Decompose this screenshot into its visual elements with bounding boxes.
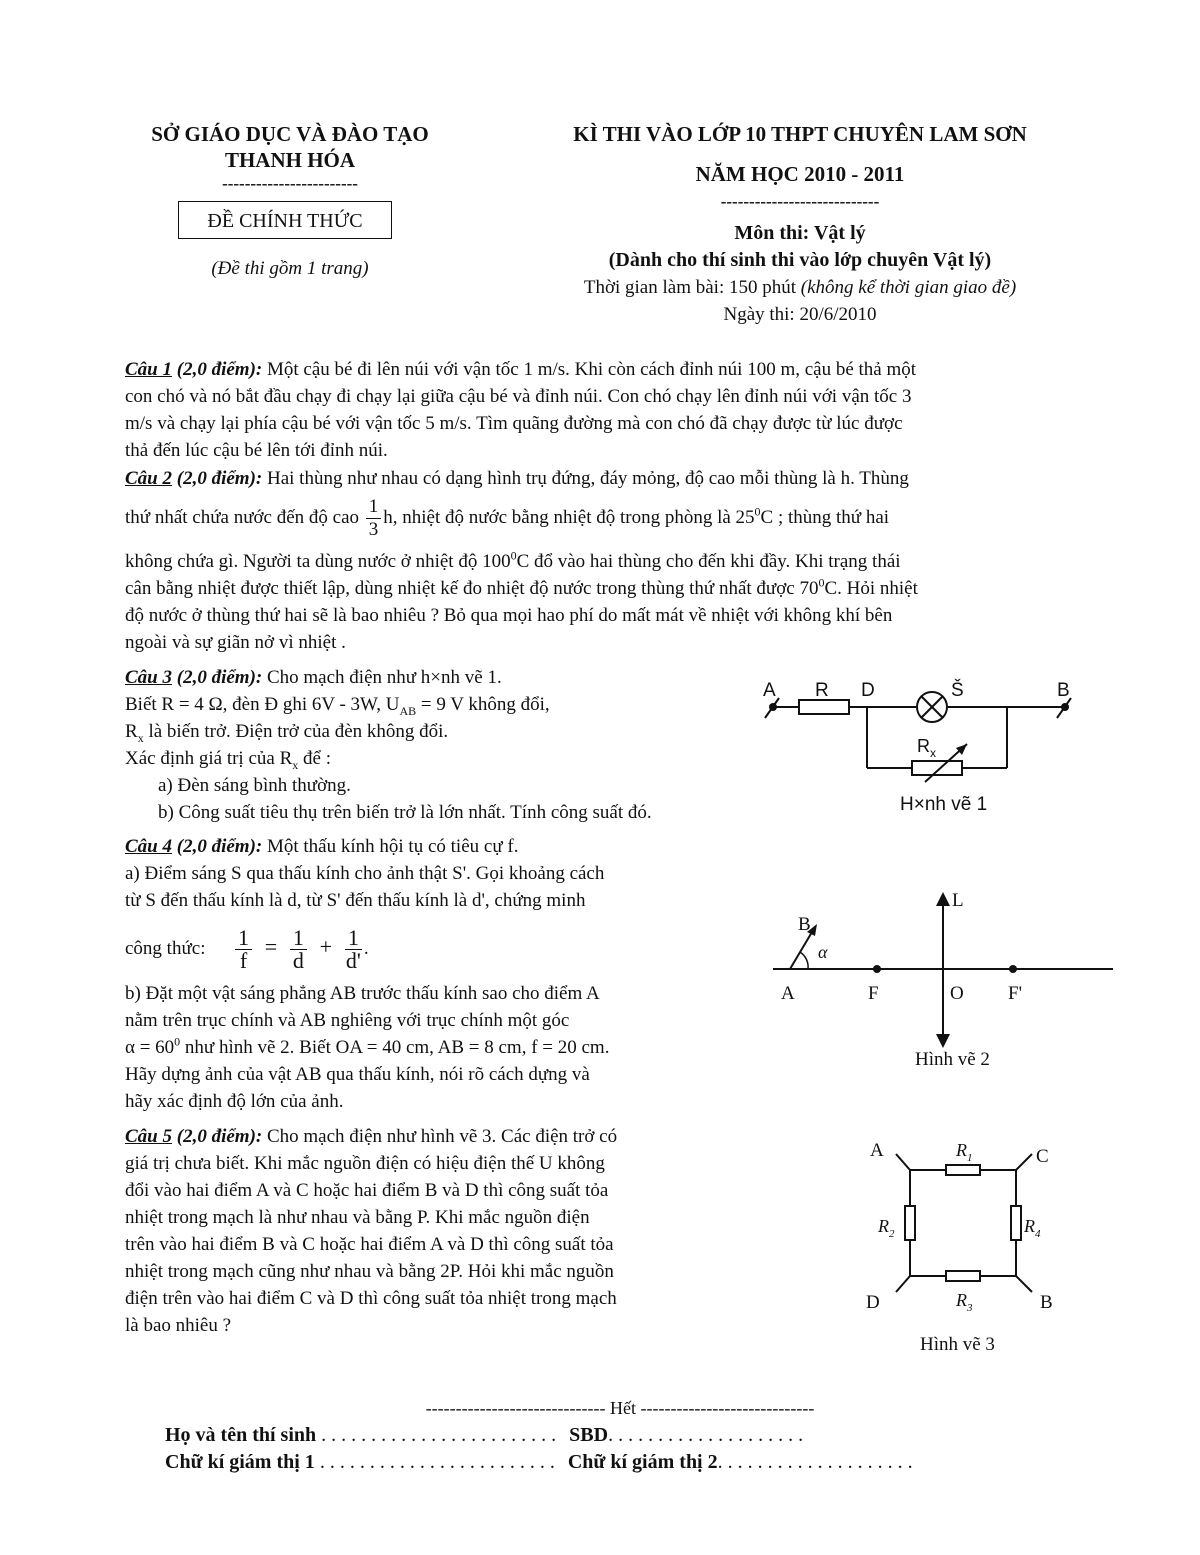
label-r2: $R_2$ xyxy=(878,1216,895,1240)
label-r3: $R_3$ xyxy=(956,1290,973,1314)
label-f: F xyxy=(868,983,879,1004)
question-5-label: Câu 5 (2,0 điểm): xyxy=(125,1126,263,1147)
label-c: C xyxy=(1036,1146,1049,1167)
label-alpha: α xyxy=(818,942,828,962)
label-l: L xyxy=(952,890,964,911)
question-4: Câu 4 (2,0 điểm): Một thấu kính hội tụ có tiêu cự f. a) Điểm sáng S qua thấu kính cho ảnh thật S'. Gọi khoảng cách từ S đến thấu kính là d, từ S' đến thấu kính là d', chứng minh công thức: $\frac{1}{f}$ = $\frac{1}{d}$ + $\frac{1}{d'}$ . b) Đặt một vật sáng phẳng AB trước thấu kính sao cho điểm A nằm trên trục chính và AB nghiêng với trục chính một góc $\alpha = 60^0$ như hình vẽ 2. Biết OA = 40 cm, AB = 8 cm, f = 20 cm. Hãy dựng ảnh của vật AB qua thấu kính, nói rõ cách dựng và hãy xác định độ lớn của ảnh. xyxy=(125,833,765,1115)
focal-point-f xyxy=(873,965,881,973)
label-lamp: Š xyxy=(951,680,964,701)
supervisor-1-field: . . . . . . . . . . . . . . . . . . . . . . . . xyxy=(314,1451,555,1473)
lens-arrow-down-icon xyxy=(936,1034,950,1048)
label-b: B xyxy=(798,914,811,935)
figure-2-caption: Hình vẽ 2 xyxy=(915,1049,990,1070)
figure-1-caption: H×nh vẽ 1 xyxy=(900,794,988,815)
label-b: B xyxy=(1040,1292,1053,1313)
question-1-label: Câu 1 (2,0 điểm): xyxy=(125,359,263,380)
label-a: A xyxy=(763,680,776,701)
exam-title: KÌ THI VÀO LỚP 10 THPT CHUYÊN LAM SƠN xyxy=(573,122,1027,146)
lens-formula: công thức: $\frac{1}{f}$ = $\frac{1}{d}$ + $\frac{1}{d'}$ . xyxy=(125,925,369,974)
question-4-label: Câu 4 (2,0 điểm): xyxy=(125,836,263,857)
supervisor-1-label: Chữ kí giám thị 1 xyxy=(165,1451,315,1473)
focal-point-f-prime xyxy=(1009,965,1017,973)
province-name: THANH HÓA xyxy=(224,148,356,172)
label-r4: $R_4$ xyxy=(1024,1216,1041,1240)
exam-date: Ngày thi: 20/6/2010 xyxy=(723,304,877,325)
supervisor-2-label: Chữ kí giám thị 2 xyxy=(567,1451,718,1473)
school-year: NĂM HỌC 2010 - 2011 xyxy=(695,162,905,186)
department-name: SỞ GIÁO DỤC VÀ ĐÀO TẠO xyxy=(151,122,429,146)
signature-row xyxy=(165,1451,913,1474)
label-rx: $R_x$ xyxy=(917,736,936,760)
right-divider: ---------------------------- xyxy=(720,192,880,211)
official-exam-box: ĐỀ CHÍNH THỨC xyxy=(178,201,392,239)
label-a: A xyxy=(781,983,795,1004)
lens-arrow-up-icon xyxy=(936,892,950,906)
resistor-r4 xyxy=(1011,1206,1021,1240)
label-b: B xyxy=(1057,680,1070,701)
resistor-r xyxy=(799,700,849,714)
pages-note: (Đề thi gồm 1 trang) xyxy=(211,258,369,279)
lens-figure-2 xyxy=(765,880,1120,1075)
sbd-label: SBD xyxy=(569,1424,609,1446)
resistor-r2 xyxy=(905,1206,915,1240)
circuit-figure-3 xyxy=(860,1132,1070,1362)
resistor-r3 xyxy=(946,1271,980,1281)
label-d: D xyxy=(866,1292,880,1313)
left-divider: ------------------------ xyxy=(222,174,358,193)
question-3: Câu 3 (2,0 điểm): Cho mạch điện như h×nh vẽ 1. Biết R = 4 Ω, đèn Đ ghi 6V - 3W, $U_{AB} = 9$ V không đổi, $R_x$ là biến trở. Điện trở của đèn không đổi. Xác định giá trị của $R_x$ để : a) Đèn sáng bình thường. b) Công suất tiêu thụ trên biến trở là lớn nhất. Tính công suất đó. xyxy=(125,667,652,823)
candidate-info-row xyxy=(165,1424,803,1447)
question-5: Câu 5 (2,0 điểm): Cho mạch điện như hình vẽ 3. Các điện trở có giá trị chưa biết. Khi mắc nguồn điện có hiệu điện thế U không đổi vào hai điểm A và C hoặc hai điểm B và D thì công suất tỏa nhiệt trong mạch là như nhau và bằng P. Khi mắc nguồn điện trên vào hai điểm B và C hoặc hai điểm A và D thì công suất tỏa nhiệt trong mạch cũng như nhau và bằng 2P. Hỏi khi mắc nguồn điện trên vào hai điểm C và D thì công suất tỏa nhiệt trong mạch là bao nhiêu ? xyxy=(125,1126,618,1336)
label-r: R xyxy=(815,680,829,701)
resistor-r1 xyxy=(946,1165,980,1175)
label-f-prime: F' xyxy=(1008,983,1022,1004)
candidate-name-label: Họ và tên thí sinh xyxy=(165,1424,317,1446)
label-a: A xyxy=(870,1140,884,1161)
subject-line: Môn thi: Vật lý xyxy=(734,222,866,244)
sbd-field: . . . . . . . . . . . . . . . . . . . . xyxy=(608,1424,804,1446)
audience-line: (Dành cho thí sinh thi vào lớp chuyên Vật lý) xyxy=(608,249,992,271)
candidate-name-field: . . . . . . . . . . . . . . . . . . . . . . . . xyxy=(316,1424,557,1446)
label-o: O xyxy=(950,983,964,1004)
time-line: Thời gian làm bài: 150 phút (không kể thời gian giao đề) xyxy=(583,277,1017,298)
question-2: Câu 2 (2,0 điểm): Hai thùng như nhau có dạng hình trụ đứng, đáy mỏng, độ cao mỗi thùng là h. Thùng thứ nhất chứa nước đến độ cao $\frac{1}{3}$ h, nhiệt độ nước bằng nhiệt độ trong phòng là $25^0C$ ; thùng thứ hai không chứa gì. Người ta dùng nước ở nhiệt độ $100^0C$ đổ vào hai thùng cho đến khi đầy. Khi trạng thái cân bằng nhiệt được thiết lập, dùng nhiệt kế đo nhiệt độ nước trong thùng thứ nhất được $70^0C$. Hỏi nhiệt độ nước ở thùng thứ hai sẽ là bao nhiêu ? Bỏ qua mọi hao phí do mất mát về nhiệt với không khí bên ngoài và sự giãn nở vì nhiệt . xyxy=(125,468,918,653)
question-1: Câu 1 (2,0 điểm): Một cậu bé đi lên núi với vận tốc 1 m/s. Khi còn cách đỉnh núi 100 m, cậu bé thả một con chó và nó bắt đầu chạy đi chạy lại giữa cậu bé và đỉnh núi. Con chó chạy lên đỉnh núi với vận tốc 3 m/s và chạy lại phía cậu bé với vận tốc 5 m/s. Tìm quãng đường mà con chó đã chạy được từ lúc được thả đến lúc cậu bé lên tới đỉnh núi. xyxy=(125,359,917,461)
label-r1: $R_1$ xyxy=(956,1140,973,1164)
rheostat-rx xyxy=(912,761,962,775)
end-line: ------------------------------ Hết ----------------------------- xyxy=(425,1398,815,1418)
question-3-label: Câu 3 (2,0 điểm): xyxy=(125,667,263,688)
supervisor-2-field: . . . . . . . . . . . . . . . . . . . . xyxy=(717,1451,913,1473)
fraction-one-third: $\frac{1}{3}$ xyxy=(366,496,382,541)
figure-3-caption: Hình vẽ 3 xyxy=(920,1334,995,1355)
question-2-label: Câu 2 (2,0 điểm): xyxy=(125,468,263,489)
label-d: D xyxy=(861,680,875,701)
circuit-figure-1 xyxy=(755,672,1085,822)
